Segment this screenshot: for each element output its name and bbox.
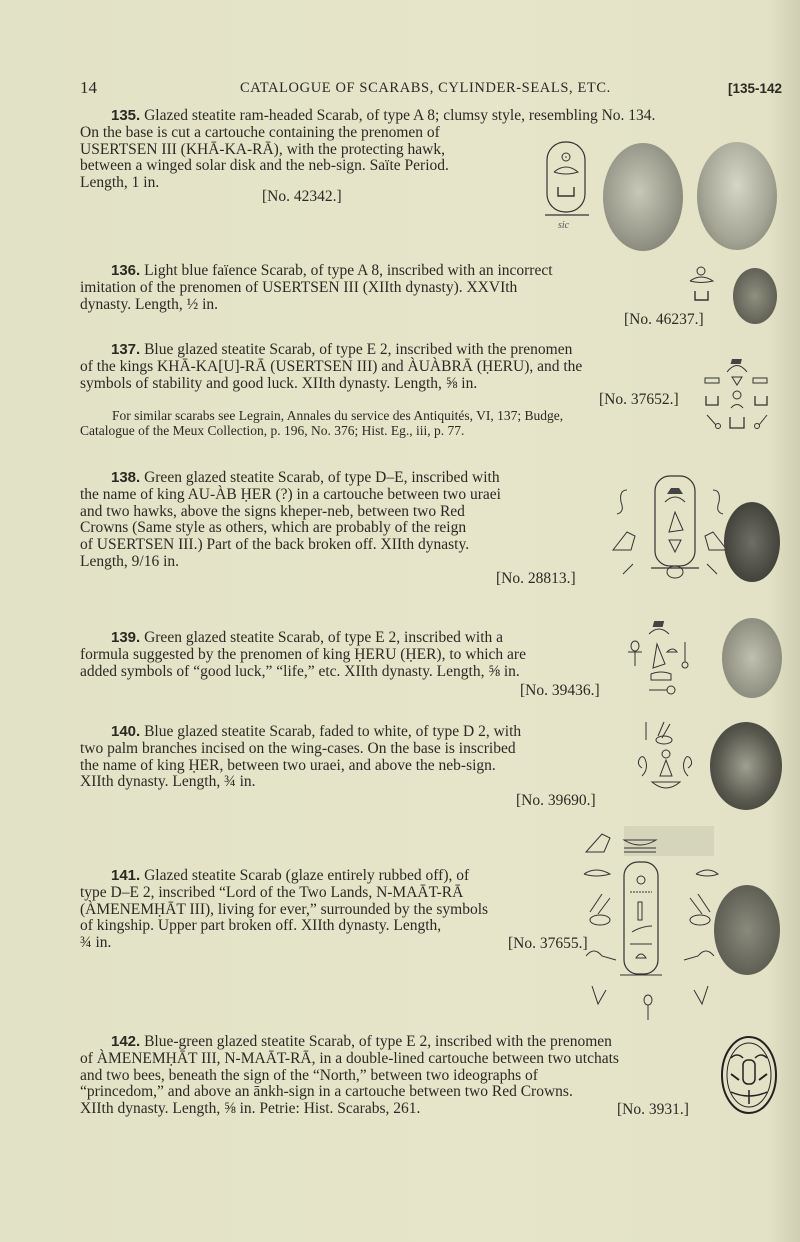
sic-annotation: sic [558, 220, 570, 231]
hieroglyph-cartouche-icon [605, 472, 735, 582]
entry-line: Blue glazed steatite Scarab, faded to white, of type D 2, with [144, 723, 522, 740]
entry-number: 139. [111, 629, 141, 646]
entry-line: symbols of stability and good luck. XIIth dynasty. Length, ⅝ in. [80, 374, 478, 392]
entry-line: of kingship. Upper part broken off. XIIth dynasty. Length, [80, 917, 442, 935]
entry-line: the name of king ḤER, between two uraei, and above the neb-sign. [80, 756, 496, 774]
entry-line: USERTSEN III (KHĀ-KA-RĀ), with the protecting hawk, [80, 140, 445, 158]
hieroglyph-group-icon [703, 355, 771, 435]
entry-line: added symbols of “good luck,” “life,” etc. XIIth dynasty. Length, ⅝ in. [80, 662, 520, 680]
catalogue-reference: [No. 37655.] [508, 935, 588, 952]
catalogue-reference: [No. 37652.] [599, 391, 679, 408]
entry-138 [80, 470, 600, 571]
page-number: 14 [80, 78, 97, 97]
entry-line: of the kings KHĀ-KA[U]-RĀ (USERTSEN III) and ÀUÀBRĀ (ḤERU), and the [80, 357, 583, 375]
entry-line: the name of king AU-ÀB ḤER (?) in a cartouche between two uraei [80, 485, 501, 503]
scarab-base-photo [714, 885, 780, 975]
entry-number: 135. [111, 107, 141, 124]
entry-line: Green glazed steatite Scarab, of type D–E, inscribed with [144, 469, 500, 486]
bibliography-note [80, 408, 700, 438]
entry-line: Crowns (Same style as others, which are probably of the reign [80, 519, 467, 537]
entry-line: and two hawks, above the signs kheper-neb, between two Red [80, 502, 465, 520]
entry-line: Blue glazed steatite Scarab, of type E 2, inscribed with the prenomen [144, 341, 573, 358]
catalogue-reference: [No. 46237.] [624, 311, 704, 328]
entry-number: 141. [111, 867, 141, 884]
scarab-base-photo [722, 618, 782, 698]
hieroglyph-cartouche-icon [580, 822, 720, 1022]
note-line: For similar scarabs see Legrain, Annales du service des Antiquités, VI, 137; Budge, [112, 408, 564, 423]
running-header [80, 78, 782, 100]
scarab-base-photo [710, 722, 782, 810]
entry-range: [135-142 [727, 81, 782, 96]
entry-number: 138. [111, 469, 141, 486]
entry-line: Glazed steatite ram-headed Scarab, of type A 8; clumsy style, resembling No. 134. [144, 107, 656, 124]
entry-line: XIIth dynasty. Length, ⅝ in. Petrie: Hist. Scarabs, 261. [80, 1100, 421, 1118]
entry-line: Blue-green glazed steatite Scarab, of type E 2, inscribed with the prenomen [144, 1033, 612, 1050]
entry-140 [80, 724, 640, 791]
entry-number: 140. [111, 723, 141, 740]
scarab-back-photo [697, 142, 777, 250]
scarab-base-photo [733, 268, 777, 324]
entry-number: 137. [111, 341, 141, 358]
entry-line: two palm branches incised on the wing-cases. On the base is inscribed [80, 739, 516, 757]
scarab-base-photo [724, 502, 780, 582]
entry-line: Light blue faïence Scarab, of type A 8, inscribed with an incorrect [144, 262, 553, 279]
hieroglyph-ankh-icon [625, 618, 695, 698]
entry-139 [80, 630, 640, 680]
catalogue-reference: [No. 39436.] [520, 682, 600, 699]
entry-line: and two bees, beneath the sign of the “North,” between two ideographs of [80, 1066, 538, 1084]
entry-line: On the base is cut a cartouche containing the prenomen of [80, 123, 440, 141]
entry-line: ¾ in. [80, 934, 112, 952]
running-title: CATALOGUE OF SCARABS, CYLINDER-SEALS, ETC. [240, 80, 611, 96]
catalogue-reference: [No. 39690.] [516, 792, 596, 809]
entry-number: 142. [111, 1033, 141, 1050]
cartouche-drawing-icon [545, 140, 590, 220]
entry-line: of USERTSEN III.) Part of the back broken off. XIIth dynasty. [80, 536, 470, 554]
entry-137 [80, 342, 680, 392]
entry-line: Length, 9/16 in. [80, 552, 180, 570]
entry-line: imitation of the prenomen of USERTSEN III (XIIth dynasty). XXVIth [80, 278, 518, 296]
entry-line: Length, 1 in. [80, 174, 160, 192]
entry-line: dynasty. Length, ½ in. [80, 295, 219, 313]
scarab-base-photo [603, 143, 683, 251]
catalogue-reference: [No. 28813.] [496, 570, 576, 587]
catalogue-reference: [No. 42342.] [262, 188, 342, 205]
entry-line: formula suggested by the prenomen of king ḤERU (ḤER), to which are [80, 645, 526, 663]
entry-line: Green glazed steatite Scarab, of type E 2, inscribed with a [144, 629, 504, 646]
catalogue-reference: [No. 3931.] [617, 1101, 689, 1118]
entry-line: XIIth dynasty. Length, ¾ in. [80, 773, 256, 791]
entry-136 [80, 263, 680, 313]
hieroglyph-bee-icon [634, 718, 704, 808]
entry-line: (ÀMENEMḤĀT III), living for ever,” surrounded by the symbols [80, 900, 489, 918]
entry-line: Glazed steatite Scarab (glaze entirely rubbed off), of [144, 867, 470, 884]
scarab-seal-drawing-icon [719, 1034, 779, 1116]
entry-line: type D–E 2, inscribed “Lord of the Two Lands, N-MAĀT-RĀ [80, 883, 464, 901]
entry-line: “princedom,” and above an ānkh-sign in a cartouche between two Red Crowns. [80, 1083, 573, 1101]
hieroglyph-sundisk-icon [687, 265, 717, 305]
entry-line: of ÀMENEMḤĀT III, N-MAĀT-RĀ, in a double-lined cartouche between two utchats [80, 1049, 619, 1067]
note-line: Catalogue of the Meux Collection, p. 196, No. 376; Hist. Eg., iii, p. 77. [80, 423, 465, 438]
entry-135 [80, 108, 800, 192]
entry-line: between a winged solar disk and the neb-sign. Saïte Period. [80, 157, 449, 175]
entry-number: 136. [111, 262, 141, 279]
